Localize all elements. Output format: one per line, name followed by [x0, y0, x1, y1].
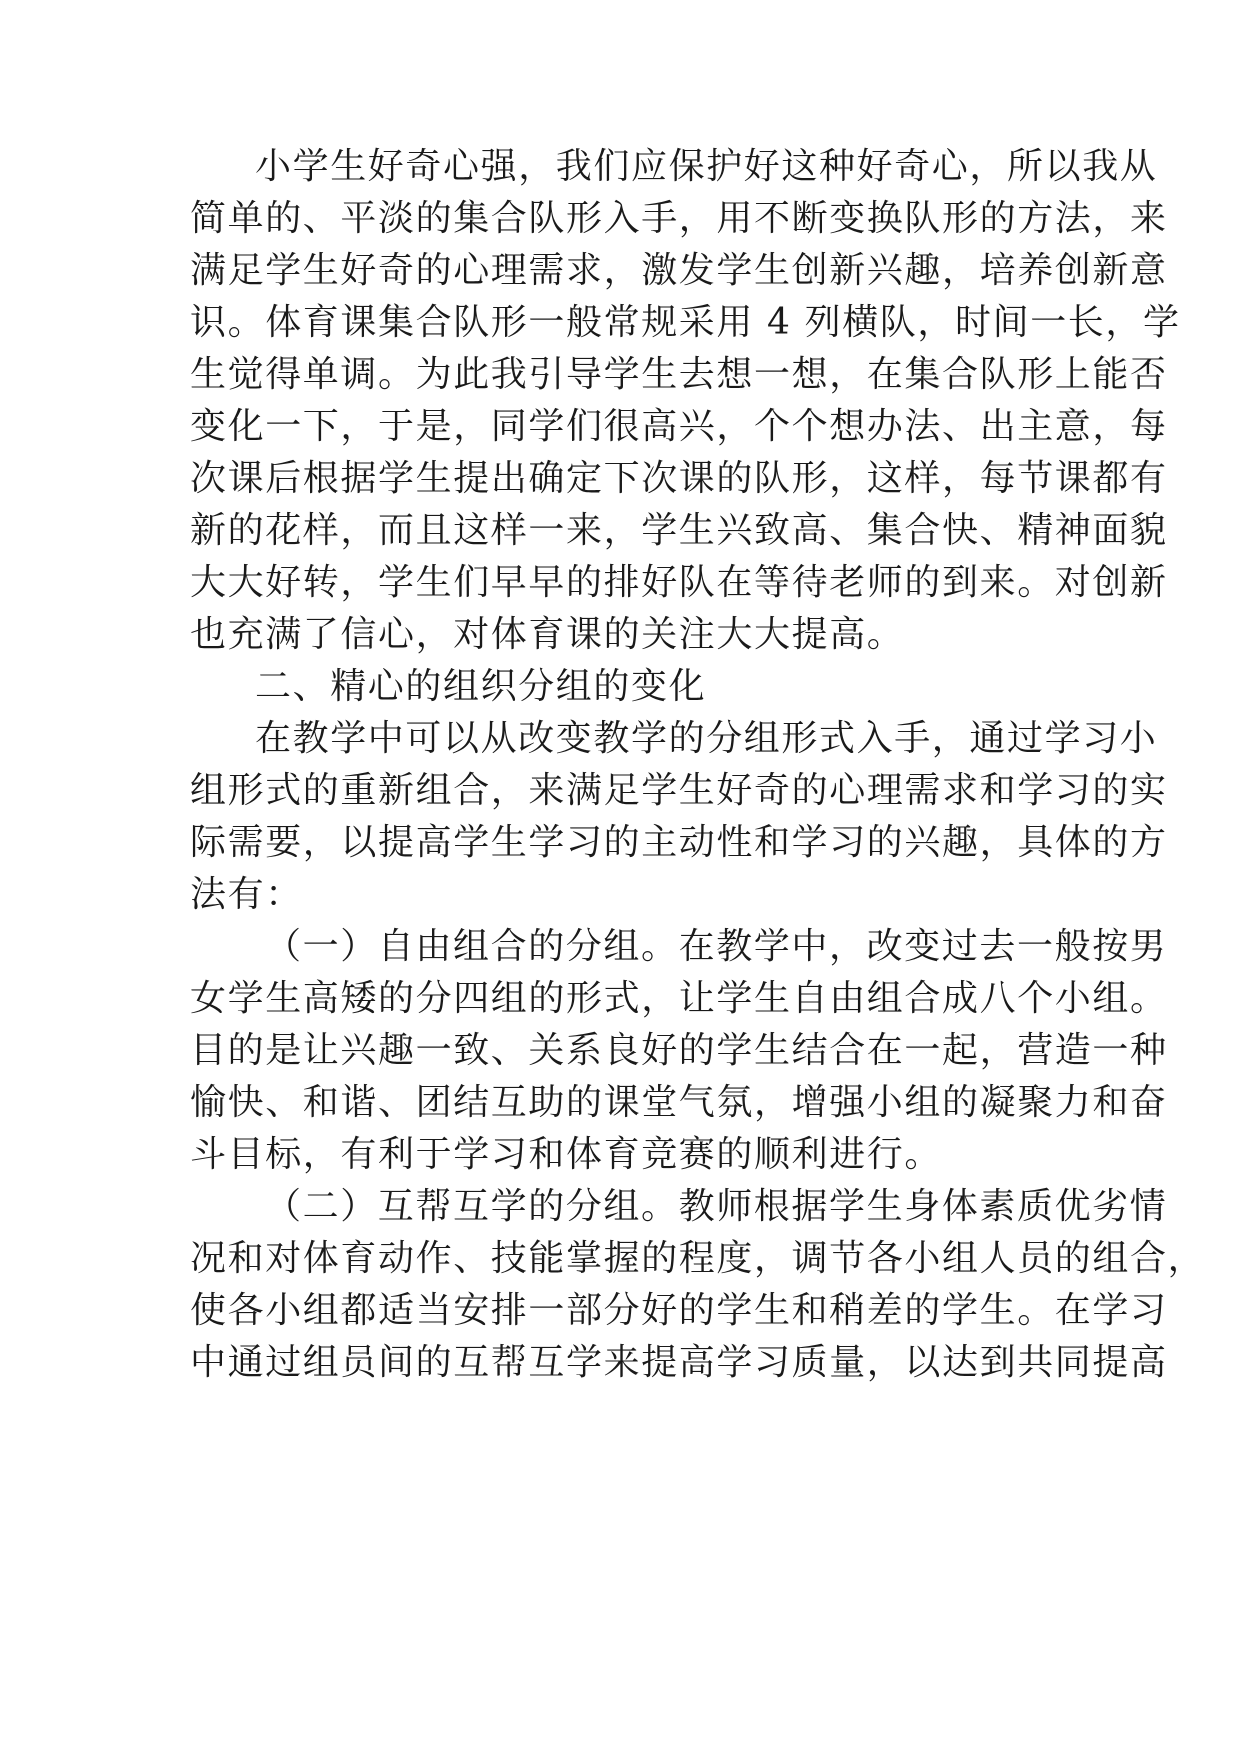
paragraph-line: 新的花样，而且这样一来，学生兴致高、集合快、精神面貌: [190, 510, 1168, 551]
paragraph-line: 目的是让兴趣一致、关系良好的学生结合在一起，营造一种: [190, 1030, 1168, 1071]
paragraph-line: 简单的、平淡的集合队形入手，用不断变换队形的方法，来: [190, 198, 1168, 239]
paragraph-line: 大大好转，学生们早早的排好队在等待老师的到来。对创新: [190, 562, 1168, 603]
paragraph-line: 法有：: [190, 874, 303, 915]
paragraph-line: 小学生好奇心强，我们应保护好这种好奇心，所以我从: [255, 146, 1158, 187]
paragraph-line: 在教学中可以从改变教学的分组形式入手，通过学习小: [255, 718, 1158, 759]
subsection-line: （二）互帮互学的分组。教师根据学生身体素质优劣情: [265, 1186, 1168, 1227]
subsection-line: （一）自由组合的分组。在教学中，改变过去一般按男: [265, 926, 1168, 967]
paragraph-line: 变化一下，于是，同学们很高兴，个个想办法、出主意，每: [190, 406, 1168, 447]
section-heading: 二、精心的组织分组的变化: [255, 666, 707, 707]
paragraph-line: 也充满了信心，对体育课的关注大大提高。: [190, 614, 905, 655]
paragraph-line: 女学生高矮的分四组的形式，让学生自由组合成八个小组。: [190, 978, 1168, 1019]
paragraph-line: 愉快、和谐、团结互助的课堂气氛，增强小组的凝聚力和奋: [190, 1082, 1168, 1123]
paragraph-line: 况和对体育动作、技能掌握的程度，调节各小组人员的组合，: [190, 1238, 1206, 1279]
paragraph-line: 际需要，以提高学生学习的主动性和学习的兴趣，具体的方: [190, 822, 1168, 863]
paragraph-line: 识。体育课集合队形一般常规采用 4 列横队，时间一长，学: [190, 302, 1181, 343]
paragraph-line: 次课后根据学生提出确定下次课的队形，这样，每节课都有: [190, 458, 1168, 499]
paragraph-line: 生觉得单调。为此我引导学生去想一想，在集合队形上能否: [190, 354, 1168, 395]
paragraph-line: 组形式的重新组合，来满足学生好奇的心理需求和学习的实: [190, 770, 1168, 811]
paragraph-line: 使各小组都适当安排一部分好的学生和稍差的学生。在学习: [190, 1290, 1168, 1331]
paragraph-line: 满足学生好奇的心理需求，激发学生创新兴趣，培养创新意: [190, 250, 1168, 291]
paragraph-line: 斗目标，有利于学习和体育竞赛的顺利进行。: [190, 1134, 943, 1175]
paragraph-line: 中通过组员间的互帮互学来提高学习质量，以达到共同提高: [190, 1342, 1168, 1383]
